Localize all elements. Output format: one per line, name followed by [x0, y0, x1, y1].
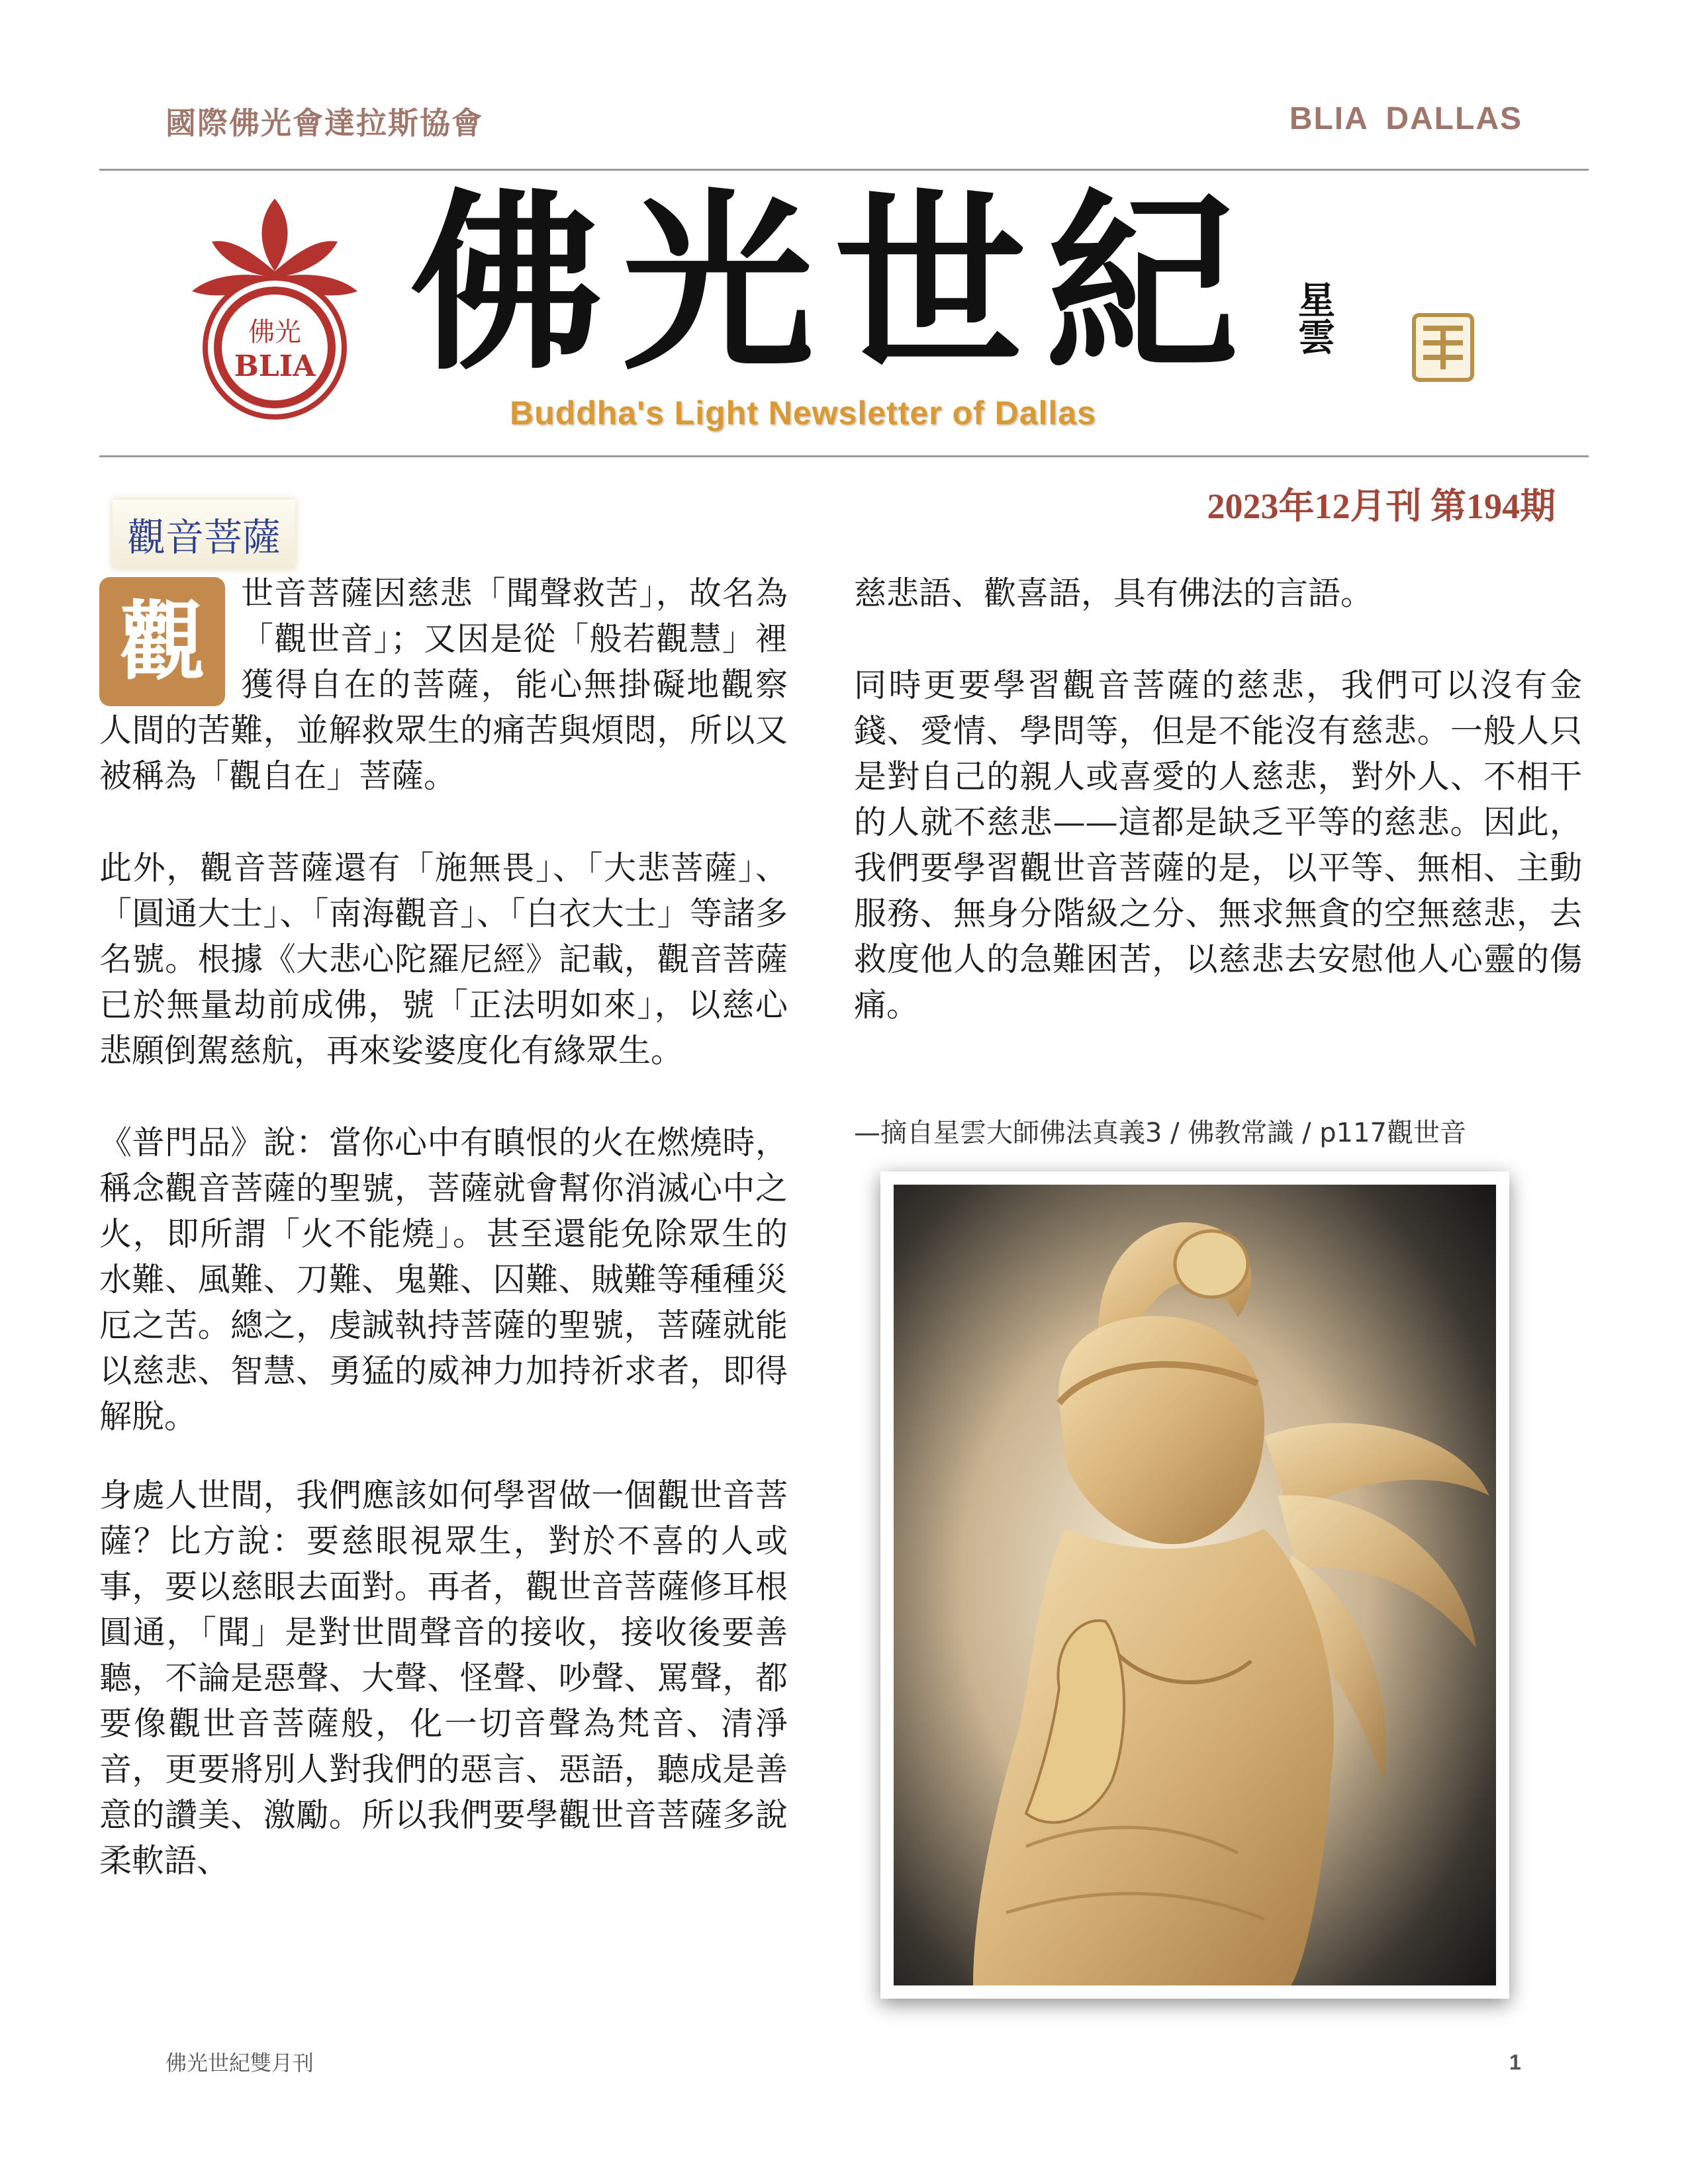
article-paragraph: 《普門品》說：當你心中有瞋恨的火在燃燒時，稱念觀音菩薩的聖號，菩薩就會幫你消滅心中之火，即所謂「火不能燒」。甚至還能免除眾生的水難、風難、刀難、鬼難、囚難、賊難等種種災厄之苦。總之，虔誠執持菩薩的聖號，菩薩就能以慈悲、智慧、勇猛的威神力加持祈求者，即得解脫。: [99, 1124, 788, 1435]
seal-stamp: [1410, 311, 1476, 384]
drop-cap: 觀: [99, 577, 225, 706]
article-paragraph: 慈悲語、歡喜語，具有佛法的言語。: [854, 574, 1374, 612]
blia-lotus-logo: [185, 192, 364, 424]
source-citation: —摘自星雲大師佛法真義3 / 佛教常識 / p117觀世音: [854, 1118, 1466, 1148]
article-paragraph: [99, 570, 788, 799]
article-left-column: [99, 570, 788, 1930]
logo-text-top: 佛光: [248, 317, 301, 347]
masthead-title: 佛光世紀: [410, 172, 1258, 396]
masthead-calligraphy: [371, 172, 1297, 410]
org-english-name: BLIA DALLAS: [1289, 101, 1523, 136]
article-paragraph: 同時更要學習觀音菩薩的慈悲，我們可以沒有金錢、愛情、學問等，但是不能沒有慈悲。一般人只是對自己的親人或喜愛的人慈悲，對外人、不相干的人就不慈悲——這都是缺乏平等的慈悲。因此，我們要學習觀世音菩薩的是，以平等、無相、主動服務、無身分階級之分、無求無貪的空無慈悲，去救度他人的急難困苦，以慈悲去安慰他人心靈的傷痛。: [854, 666, 1582, 1024]
footer-publication: 佛光世紀雙月刊: [165, 2050, 314, 2075]
guanyin-statue-photo: [880, 1171, 1509, 1999]
article-right-column: [854, 570, 1582, 1074]
footer-page-number: 1: [1509, 2050, 1521, 2074]
issue-info: 2023年12月刊 第194期: [1207, 486, 1556, 526]
article-paragraph: 此外，觀音菩薩還有「施無畏」、「大悲菩薩」、「圓通大士」、「南海觀音」、「白衣大士」等諸多名號。根據《大悲心陀羅尼經》記載，觀音菩薩已於無量劫前成佛，號「正法明如來」，以慈心悲願倒駕慈航，再來娑婆度化有緣眾生。: [99, 849, 788, 1069]
calligraphy-signature: [1291, 271, 1337, 404]
header-top-rule: [99, 169, 1589, 171]
article-paragraph: 身處人世間，我們應該如何學習做一個觀世音菩薩？比方說：要慈眼視眾生，對於不喜的人或事，要以慈眼去面對。再者，觀世音菩薩修耳根圓通，「聞」是對世間聲音的接收，接收後要善聽，不論是惡聲、大聲、怪聲、吵聲、罵聲，都要像觀世音菩薩般，化一切音聲為梵音、清淨音，更要將別人對我們的惡言、惡語，聽成是善意的讚美、激勵。所以我們要學觀世音菩薩多說柔軟語、: [99, 1477, 788, 1880]
logo-text-bottom: BLIA: [234, 349, 316, 383]
newsletter-subtitle: Buddha's Light Newsletter of Dallas: [510, 394, 1096, 432]
signature-text: 星雲: [1292, 281, 1336, 355]
header-bottom-rule: [99, 455, 1589, 457]
org-chinese-name: 國際佛光會達拉斯協會: [165, 105, 483, 141]
paragraph-text: 世音菩薩因慈悲「聞聲救苦」，故名為「觀世音」；又因是從「般若觀慧」裡獲得自在的菩薩，能心無掛礙地觀察人間的苦難，並解救眾生的痛苦與煩悶，所以又被稱為「觀自在」菩薩。: [99, 574, 788, 795]
statue-image: [894, 1185, 1496, 1985]
article-heading: 觀音菩薩: [113, 500, 295, 569]
